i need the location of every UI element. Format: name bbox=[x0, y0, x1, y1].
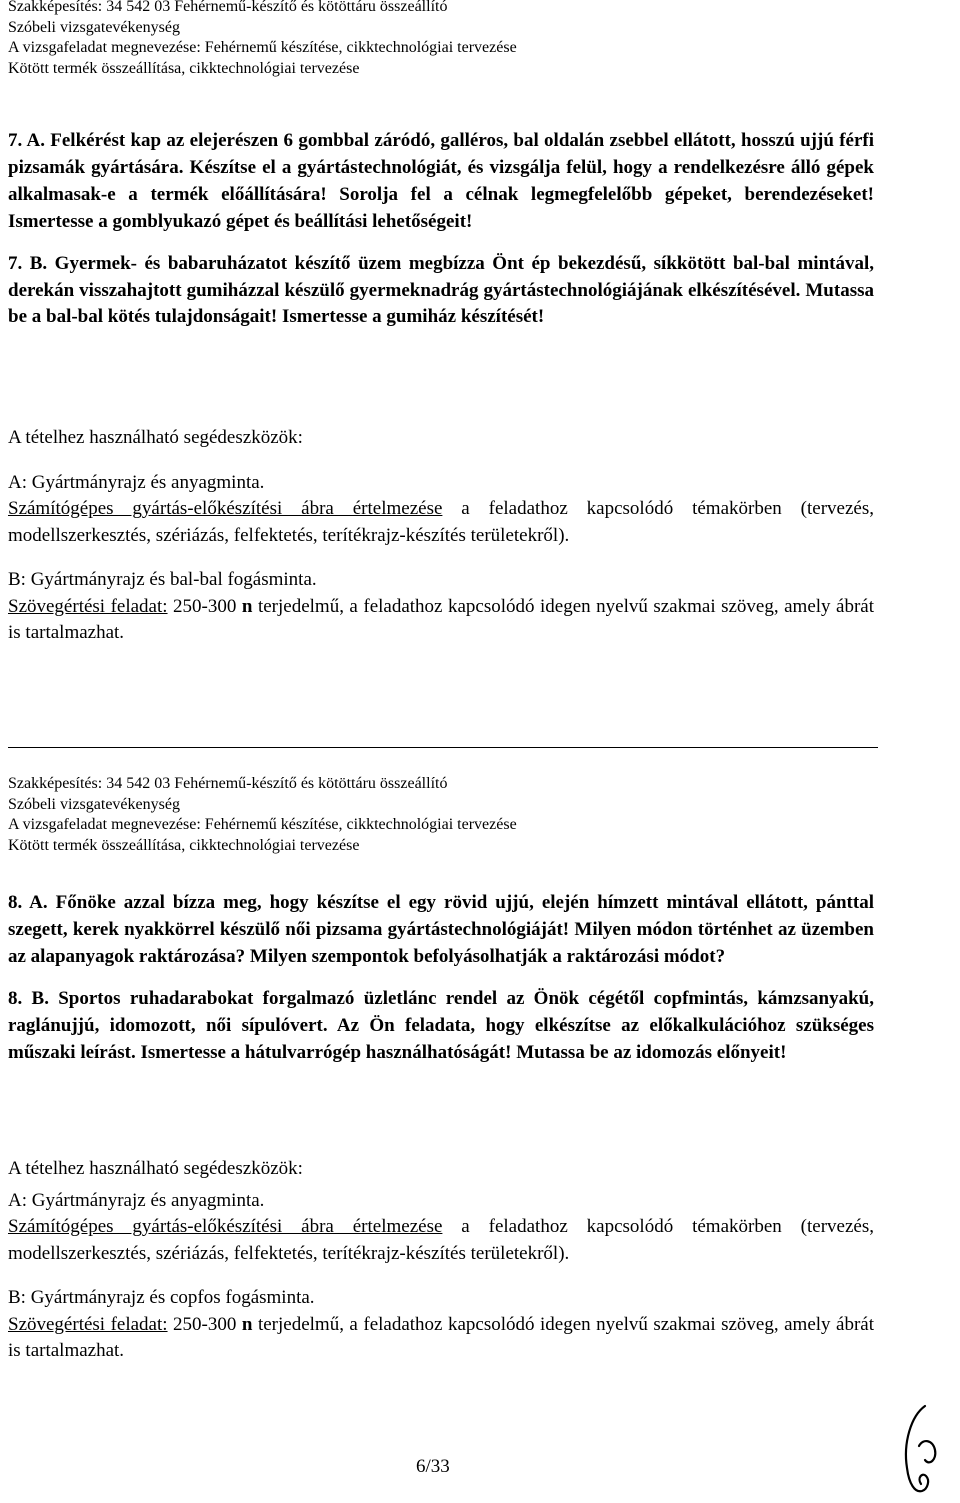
tools-8-b-text-pre: 250-300 bbox=[167, 1313, 242, 1335]
task-7 bbox=[8, 128, 874, 331]
task-7b: 7. B. Gyermek- és babaruházatot készítő üzem megbízza Önt ép bekezdésű, síkkötött bal-bal mintával, derekán visszahajtott gumiházzal készülő gyermeknadrág gyártástechnológiájának elkészítésével. Mutassa be a bal-bal kötés tulajdonságait! Ismertesse a gumiház készítését! bbox=[8, 252, 874, 328]
page-separator bbox=[8, 747, 878, 748]
tools-8-a-label: A: Gyártmányrajz és anyagminta. bbox=[8, 1189, 265, 1211]
header-task-name: A vizsgafeladat megnevezése: Fehérnemű készítése, cikktechnológiai tervezése bbox=[8, 39, 517, 57]
tools-8-b-link: Szövegértési feladat: bbox=[8, 1313, 168, 1335]
tools-7-b-n: n bbox=[241, 595, 253, 617]
tools-7-b-text-post: terjedelmű, a feladathoz kapcsolódó idegen nyelvű szakmai szöveg, amely ábrát is tartalmazhat. bbox=[8, 595, 875, 643]
task-7a: 7. A. Felkérést kap az elejerészen 6 gombbal záródó, galléros, bal oldalán zsebbel ellátott, hosszú ujjú férfi pizsamák gyártására. Készítse el a gyártástechnológiát, és vizsgálja felül, hogy a rendelkezésre álló gépek alkalmasak-e a termék előállítására! Sorolja fel a célnak legmegfelelőbb gépeket, berendezéseket! Ismertesse a gomblyukazó gépet és beállítási lehetőségeit! bbox=[8, 130, 874, 232]
page-number: 6/33 bbox=[416, 1456, 450, 1477]
header-qualification: Szakképesítés: 34 542 03 Fehérnemű-készítő és kötöttáru összeállító bbox=[8, 775, 448, 792]
signature-mark bbox=[895, 1398, 947, 1498]
tools-8-b-desc bbox=[8, 1312, 874, 1365]
page-header bbox=[8, 0, 517, 79]
tools-8-a-link: Számítógépes gyártás-előkészítési ábra értelmezése bbox=[8, 1216, 443, 1237]
header-qualification: Szakképesítés: 34 542 03 Fehérnemű-készítő és kötöttáru összeállító bbox=[8, 0, 448, 15]
tools-7-heading: A tételhez használható segédeszközök: bbox=[8, 427, 303, 448]
page-header-2 bbox=[8, 774, 517, 856]
tools-7-b-text-pre: 250-300 bbox=[167, 595, 242, 617]
tools-7 bbox=[8, 425, 874, 647]
tools-8-b-n: n bbox=[241, 1313, 253, 1335]
header-task-name: A vizsgafeladat megnevezése: Fehérnemű készítése, cikktechnológiai tervezése bbox=[8, 816, 517, 834]
tools-8 bbox=[8, 1156, 874, 1365]
tools-7-a-desc bbox=[8, 496, 874, 549]
tools-7-a-text: a feladathoz kapcsolódó témakörben (tervezés, modellszerkesztés, szériázás, felfektetés, terítékrajz-készítés területekről). bbox=[8, 498, 874, 546]
tools-8-b-label: B: Gyártmányrajz és copfos fogásminta. bbox=[8, 1287, 315, 1308]
tools-8-a-text: a feladathoz kapcsolódó témakörben (tervezés, modellszerkesztés, szériázás, felfektetés, terítékrajz-készítés területekről). bbox=[8, 1216, 874, 1264]
tools-8-a-desc bbox=[8, 1214, 874, 1267]
header-subject: Kötött termék összeállítása, cikktechnológiai tervezése bbox=[8, 59, 360, 77]
tools-7-b-desc bbox=[8, 594, 874, 647]
task-8 bbox=[8, 890, 874, 1066]
header-subject: Kötött termék összeállítása, cikktechnológiai tervezése bbox=[8, 836, 360, 854]
tools-7-b-label: B: Gyártmányrajz és bal-bal fogásminta. bbox=[8, 569, 317, 590]
task-8b: 8. B. Sportos ruhadarabokat forgalmazó üzletlánc rendel az Önök cégétől copfmintás, kámzsanyakú, raglánujjú, idomozott, női sípulóvert. Az Ön feladata, hogy elkészítse az előkalkulációhoz szükséges műszaki leírást. Ismertesse a hátulvarrógép használhatóságát! Mutassa be az idomozás előnyeit! bbox=[8, 987, 874, 1063]
tools-7-a-link: Számítógépes gyártás-előkészítési ábra értelmezése bbox=[8, 498, 443, 519]
header-exam-type: Szóbeli vizsgatevékenység bbox=[8, 18, 180, 36]
header-exam-type: Szóbeli vizsgatevékenység bbox=[8, 795, 180, 813]
task-8a: 8. A. Főnöke azzal bízza meg, hogy készítse el egy rövid ujjú, elején hímzett mintával ellátott, pánttal szegett, kerek nyakkörrel készülő női pizsama gyártástechnológiáját! Milyen módon történhet az üzemben az alapanyagok raktározása? Milyen szempontok befolyásolhatják a raktározási módot? bbox=[8, 892, 874, 967]
tools-8-b-text-post: terjedelmű, a feladathoz kapcsolódó idegen nyelvű szakmai szöveg, amely ábrát is tartalmazhat. bbox=[8, 1313, 875, 1361]
tools-7-a-label: A: Gyártmányrajz és anyagminta. bbox=[8, 471, 265, 493]
tools-8-heading: A tételhez használható segédeszközök: bbox=[8, 1158, 303, 1179]
tools-7-b-link: Szövegértési feladat: bbox=[8, 595, 168, 617]
